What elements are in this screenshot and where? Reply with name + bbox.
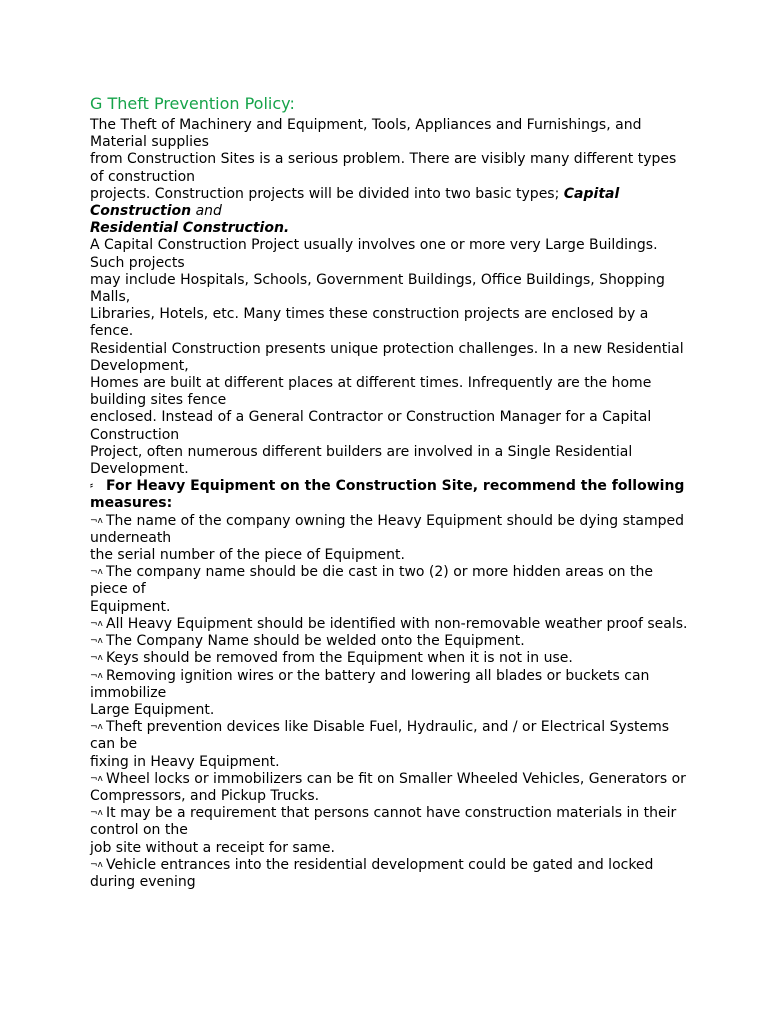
list-item-text: Keys should be removed from the Equipment when it is not in use. bbox=[106, 650, 573, 667]
list-item-text: The Company Name should be welded onto the Equipment. bbox=[106, 633, 525, 650]
list-item-text: job site without a receipt for same. bbox=[90, 839, 335, 856]
list-item-text: fixing in Heavy Equipment. bbox=[90, 753, 280, 770]
list-item-text: Theft prevention devices like Disable Fuel, Hydraulic, and / or Electrical Systems can be bbox=[90, 719, 670, 753]
types-line bbox=[90, 186, 690, 220]
document-heading: G Theft Prevention Policy: bbox=[90, 94, 295, 113]
types-prefix: projects. Construction projects will be divided into two basic types; bbox=[90, 185, 564, 202]
list-item-text: The company name should be die cast in two (2) or more hidden areas on the piece of bbox=[90, 564, 653, 598]
bullet-icon: ¬ʌ bbox=[90, 567, 103, 578]
measures-list bbox=[90, 513, 690, 891]
body-line: A Capital Construction Project usually involves one or more very Large Buildings. Such projects bbox=[90, 237, 658, 271]
bullet-icon: ¬ʌ bbox=[90, 773, 103, 784]
bullet-icon: ¬ʌ bbox=[90, 808, 103, 819]
list-item-text: the serial number of the piece of Equipment. bbox=[90, 547, 405, 564]
bullet-icon: ¬ʌ bbox=[90, 670, 103, 681]
list-item bbox=[90, 564, 690, 616]
list-item-text: Large Equipment. bbox=[90, 701, 215, 718]
list-item-text: All Heavy Equipment should be identified with non-removable weather proof seals. bbox=[106, 615, 688, 632]
list-item bbox=[90, 805, 690, 857]
bullet-icon: ¬ʌ bbox=[90, 515, 103, 526]
bullet-icon: ¬ʌ bbox=[90, 636, 103, 647]
document-page bbox=[90, 94, 690, 891]
list-item bbox=[90, 513, 690, 565]
body-line: Libraries, Hotels, etc. Many times these construction projects are enclosed by a fence. bbox=[90, 306, 649, 340]
bullet-icon: ¬ʌ bbox=[90, 722, 103, 733]
section-marker-icon: ⸗ bbox=[90, 481, 93, 492]
list-item-text: The name of the company owning the Heavy Equipment should be dying stamped underneath bbox=[90, 512, 685, 546]
list-item bbox=[90, 633, 690, 650]
body-paragraph bbox=[90, 237, 690, 478]
body-line: Homes are built at different places at different times. Infrequently are the home building sites fence bbox=[90, 375, 652, 409]
list-item-text: Removing ignition wires or the battery and lowering all blades or buckets can immobilize bbox=[90, 667, 650, 701]
list-item bbox=[90, 857, 690, 891]
bullet-icon: ¬ʌ bbox=[90, 859, 103, 870]
intro-line: The Theft of Machinery and Equipment, Tools, Appliances and Furnishings, and Material supplies bbox=[90, 117, 642, 151]
residential-construction-term: Residential Construction. bbox=[90, 220, 290, 237]
bullet-icon: ¬ʌ bbox=[90, 653, 103, 664]
body-line: Project, often numerous different builders are involved in a Single Residential Development. bbox=[90, 443, 633, 478]
capital-construction-term: Capital Construction bbox=[90, 185, 620, 220]
body-line: Residential Construction presents unique protection challenges. In a new Residential Development, bbox=[90, 340, 684, 374]
body-line: enclosed. Instead of a General Contractor or Construction Manager for a Capital Construction bbox=[90, 409, 652, 443]
list-item-text: Equipment. bbox=[90, 598, 171, 615]
list-item bbox=[90, 616, 690, 633]
list-item bbox=[90, 719, 690, 771]
list-item-text: Compressors, and Pickup Trucks. bbox=[90, 787, 320, 804]
list-item-text: It may be a requirement that persons cannot have construction materials in their control on the bbox=[90, 805, 677, 839]
and-connector: and bbox=[191, 203, 222, 220]
bullet-icon: ¬ʌ bbox=[90, 618, 103, 629]
list-item bbox=[90, 650, 690, 667]
intro-line: from Construction Sites is a serious problem. There are visibly many different types of construction bbox=[90, 151, 677, 185]
list-item bbox=[90, 668, 690, 720]
list-item-text: Vehicle entrances into the residential development could be gated and locked during evening bbox=[90, 856, 654, 890]
body-line: may include Hospitals, Schools, Government Buildings, Office Buildings, Shopping Malls, bbox=[90, 271, 665, 306]
list-item-text: Wheel locks or immobilizers can be fit on Smaller Wheeled Vehicles, Generators or bbox=[106, 770, 686, 787]
section-heading bbox=[90, 478, 690, 512]
list-item bbox=[90, 771, 690, 805]
section-title: For Heavy Equipment on the Construction Site, recommend the following measures: bbox=[90, 478, 685, 512]
